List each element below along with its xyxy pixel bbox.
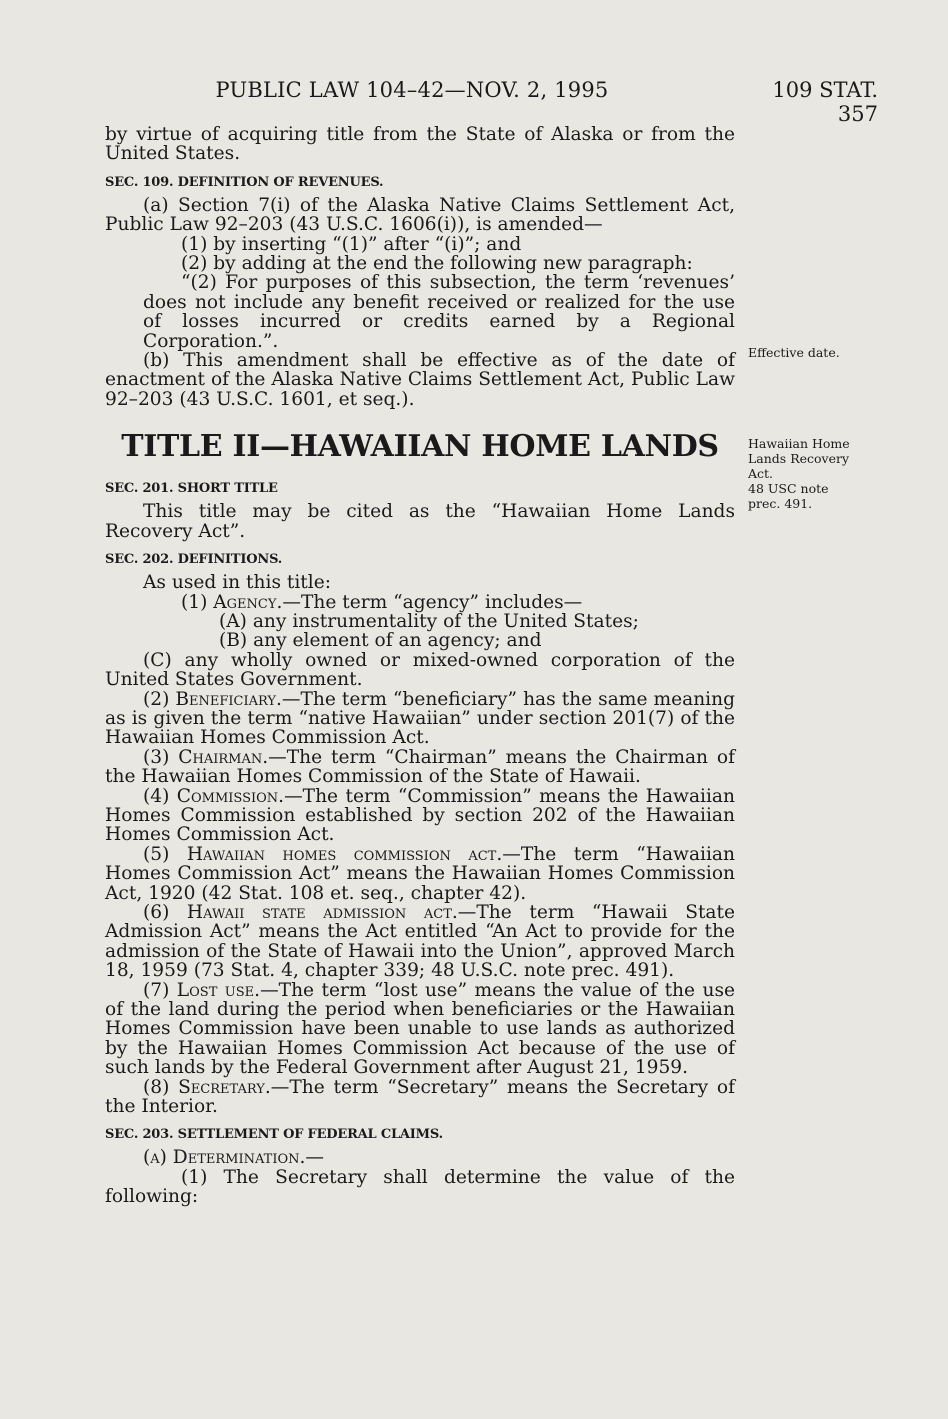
definition-term: (5) Hawaiian homes commission act. bbox=[143, 843, 503, 865]
paragraph: (a) Section 7(i) of the Alaska Native Claims Settlement Act, Public Law 92–203 (43 U.S.C. 1606(i)), is amended— bbox=[105, 194, 735, 236]
paragraph: This title may be cited as the “Hawaiian Home Lands Recovery Act”. bbox=[105, 501, 735, 542]
paragraph: (2) by adding at the end the following new paragraph: bbox=[181, 253, 693, 275]
definition-text: —The term “Secretary” means the Secretary of the Interior. bbox=[105, 1076, 735, 1118]
margin-note-line: Hawaiian Home bbox=[748, 436, 850, 451]
definition-text: —The term “Hawaiian Homes Commission Act” means the Hawaiian Homes Commission Act, 1920 (42 Stat. 108 et. seq., chapter 42). bbox=[105, 843, 735, 904]
subsection-term: (a) Determination. bbox=[143, 1147, 306, 1169]
header-stat: 109 STAT. 357 bbox=[772, 78, 878, 126]
paragraph: (1) The Secretary shall determine the value of the following: bbox=[105, 1166, 735, 1208]
paragraph: As used in this title: bbox=[143, 572, 331, 594]
page-header bbox=[0, 78, 948, 126]
definition-text: —The term “Commission” means the Hawaiian Homes Commission established by section 202 of the Hawaiian Homes Commission Act. bbox=[105, 785, 735, 846]
definition-text: —The term “agency” includes— bbox=[282, 591, 583, 613]
paragraph: by virtue of acquiring title from the State of Alaska or from the United States. bbox=[105, 124, 735, 165]
section-heading: SEC. 109. DEFINITION OF REVENUES. bbox=[105, 174, 384, 190]
definition-term: (6) Hawaii state admission act. bbox=[143, 902, 458, 923]
definition-term: (3) Chairman. bbox=[143, 746, 269, 768]
subsection-text: — bbox=[305, 1147, 324, 1169]
definition bbox=[105, 690, 735, 748]
list-item: (C) any wholly owned or mixed-owned corporation of the United States Government. bbox=[105, 649, 735, 691]
definition-term: (1) Agency. bbox=[181, 591, 283, 613]
margin-note-line: 48 USC note bbox=[748, 481, 829, 496]
document-body bbox=[105, 125, 735, 1207]
definition bbox=[105, 903, 735, 981]
margin-note-line: prec. 491. bbox=[748, 496, 813, 511]
section-heading: SEC. 203. SETTLEMENT OF FEDERAL CLAIMS. bbox=[105, 1127, 443, 1143]
margin-note-line: Lands Recovery bbox=[748, 451, 850, 466]
list-item: (A) any instrumentality of the United States; bbox=[219, 610, 639, 632]
paragraph: (b) This amendment shall be effective as of the date of enactment of the Alaska Native Claims Settlement Act, Public Law 92–203 (43 U.S.C. 1601, et seq.). bbox=[105, 350, 735, 410]
section-heading: SEC. 202. DEFINITIONS. bbox=[105, 552, 283, 568]
paragraph bbox=[105, 1148, 735, 1167]
margin-note-hawaiian bbox=[748, 436, 888, 511]
section-heading: SEC. 201. SHORT TITLE bbox=[105, 481, 278, 497]
list-item: (B) any element of an agency; and bbox=[219, 630, 542, 652]
title-heading: TITLE II—HAWAIIAN HOME LANDS bbox=[121, 429, 719, 465]
definition bbox=[105, 787, 735, 845]
definition-text: —The term “beneficiary” has the same meaning as is given the term “native Hawaiian” under section 201(7) of the Hawaiian Homes Commission Act. bbox=[105, 688, 735, 749]
definition bbox=[105, 748, 735, 787]
definition bbox=[105, 981, 735, 1078]
definition-term: (2) Beneficiary. bbox=[143, 688, 282, 710]
definition-term: (8) Secretary. bbox=[143, 1076, 271, 1098]
definition-text: —The term “Hawaii State Admission Act” means the Act entitled “An Act to provide for the admission of the State of Hawaii into the Union”, approved March 18, 1959 (73 Stat. 4, chapter 339; 48 U.S.C. note prec. 491). bbox=[105, 902, 735, 982]
definition-text: —The term “Chairman” means the Chairman of the Hawaiian Homes Commission of the State of Hawaii. bbox=[105, 746, 736, 788]
margin-note-line: Act. bbox=[748, 466, 774, 481]
definition-term: (4) Commission. bbox=[143, 785, 285, 807]
definition-text: —The term “lost use” means the value of the use of the land during the period when beneficiaries or the Hawaiian Homes Commission have been unable to use lands as authorized by the Hawaiian Homes Commission Act because of the use of such lands by the Federal Government after August 21, 1959. bbox=[105, 979, 735, 1079]
margin-note-text: Effective date. bbox=[748, 345, 840, 360]
margin-note-effective-date bbox=[748, 345, 888, 360]
paragraph: (1) by inserting “(1)” after “(i)”; and bbox=[181, 233, 522, 255]
definition-term: (7) Lost use. bbox=[143, 979, 261, 1001]
definition bbox=[105, 845, 735, 903]
definition bbox=[105, 1078, 735, 1117]
header-title: PUBLIC LAW 104–42—NOV. 2, 1995 bbox=[215, 78, 609, 102]
definition bbox=[105, 593, 735, 612]
quoted-paragraph: “(2) For purposes of this subsection, the term ‘revenues’ does not include any benefit received or realized for the use of losses incurred or credits earned by a Regional Corporation.”. bbox=[143, 272, 735, 352]
